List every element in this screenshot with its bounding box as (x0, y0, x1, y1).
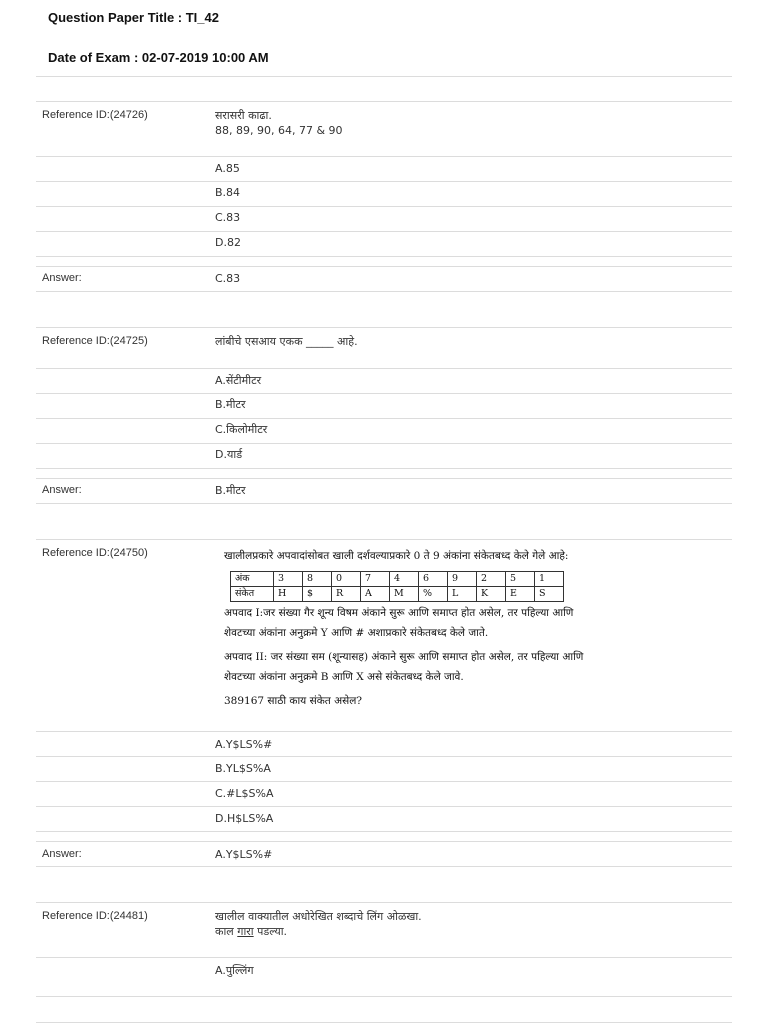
divider (36, 468, 732, 469)
question-line: 88, 89, 90, 64, 77 & 90 (215, 124, 343, 137)
question-line: लांबीचे एसआय एकक _____ आहे. (215, 335, 358, 348)
table-cell: E (506, 587, 535, 602)
table-cell: L (448, 587, 477, 602)
divider (36, 266, 732, 267)
digit-code-table (230, 571, 564, 602)
option: A.Y$LS%# (215, 738, 273, 751)
divider (36, 418, 732, 419)
code-row (231, 587, 564, 602)
divider (36, 291, 732, 292)
divider (36, 478, 732, 479)
table-cell: A (361, 587, 390, 602)
table-cell: R (332, 587, 361, 602)
answer-label: Answer: (42, 848, 82, 860)
question-text (215, 334, 358, 349)
divider (36, 781, 732, 782)
divider (36, 1022, 732, 1023)
divider (36, 101, 732, 102)
exception-text: शेवटच्या अंकांना अनुक्रमे B आणि X असे संकेतबध्द केले जावे. (224, 671, 464, 683)
divider (36, 902, 732, 903)
divider (36, 443, 732, 444)
question-intro: खालीलप्रकारे अपवादांसोबत खाली दर्शवल्याप्रकारे 0 ते 9 अंकांना संकेतबध्द केले गेले आहे: (224, 550, 569, 562)
table-cell: 6 (419, 572, 448, 587)
question-line: 389167 साठी काय संकेत असेल? (224, 695, 362, 707)
option: D.यार्ड (215, 448, 243, 461)
option: A.85 (215, 162, 240, 175)
divider (36, 831, 732, 832)
option: B.84 (215, 186, 241, 199)
option: A.पुल्लिंग (215, 964, 254, 977)
table-cell: S (535, 587, 564, 602)
option: D.H$LS%A (215, 812, 274, 825)
exception-text: अपवाद I:जर संख्या गैर शून्य विषम अंकाने सुरू आणि समाप्त होत असेल, तर पहिल्या आणि (224, 607, 574, 619)
table-cell: 0 (332, 572, 361, 587)
table-cell: 2 (477, 572, 506, 587)
divider (36, 393, 732, 394)
option: C.#L$S%A (215, 787, 274, 800)
option: D.82 (215, 236, 241, 249)
question-line: खालील वाक्यातील अधोरेखित शब्दाचे लिंग ओळखा. (215, 910, 422, 923)
reference-id: Reference ID:(24750) (42, 547, 148, 559)
divider (36, 327, 732, 328)
divider (36, 206, 732, 207)
table-cell: K (477, 587, 506, 602)
divider (36, 957, 732, 958)
answer-value: A.Y$LS%# (215, 848, 273, 861)
divider (36, 756, 732, 757)
option: A.सेंटीमीटर (215, 374, 262, 387)
table-cell: 8 (303, 572, 332, 587)
table-cell: 3 (274, 572, 303, 587)
table-cell: M (390, 587, 419, 602)
table-cell: 7 (361, 572, 390, 587)
underlined-word: गारा (237, 925, 254, 938)
option: C.83 (215, 211, 241, 224)
reference-id: Reference ID:(24481) (42, 910, 148, 922)
answer-value: B.मीटर (215, 484, 246, 497)
divider (36, 368, 732, 369)
exception-text: शेवटच्या अंकांना अनुक्रमे Y आणि # अशाप्रकारे संकेतबध्द केले जाते. (224, 627, 489, 639)
table-cell: 1 (535, 572, 564, 587)
divider (36, 156, 732, 157)
answer-value: C.83 (215, 272, 241, 285)
divider (36, 503, 732, 504)
question-text (224, 549, 583, 708)
question-line (215, 924, 422, 939)
table-cell: 5 (506, 572, 535, 587)
table-cell: % (419, 587, 448, 602)
option: B.मीटर (215, 398, 246, 411)
table-cell: 4 (390, 572, 419, 587)
divider (36, 231, 732, 232)
reference-id: Reference ID:(24725) (42, 335, 148, 347)
table-cell: 9 (448, 572, 477, 587)
question-line: सरासरी काढा. (215, 109, 272, 122)
reference-id: Reference ID:(24726) (42, 109, 148, 121)
table-cell: H (274, 587, 303, 602)
digit-row (231, 572, 564, 587)
divider (36, 866, 732, 867)
divider (36, 76, 732, 77)
paper-title: Question Paper Title : TI_42 (48, 10, 219, 25)
option: C.किलोमीटर (215, 423, 268, 436)
divider (36, 996, 732, 997)
divider (36, 731, 732, 732)
answer-label: Answer: (42, 272, 82, 284)
question-text (215, 909, 422, 939)
exception-text: अपवाद II: जर संख्या सम (शून्यासह) अंकाने सुरू आणि समाप्त होत असेल, तर पहिल्या आणि (224, 651, 584, 663)
divider (36, 806, 732, 807)
option: B.YL$S%A (215, 762, 271, 775)
sentence-part: काल (215, 925, 238, 938)
answer-label: Answer: (42, 484, 82, 496)
sentence-part: पडल्या. (253, 925, 288, 938)
table-head: अंक (231, 572, 274, 587)
question-text (215, 108, 343, 138)
exam-date: Date of Exam : 02-07-2019 10:00 AM (48, 50, 269, 65)
divider (36, 256, 732, 257)
table-head: संकेत (231, 587, 274, 602)
table-cell: $ (303, 587, 332, 602)
divider (36, 181, 732, 182)
divider (36, 539, 732, 540)
divider (36, 841, 732, 842)
